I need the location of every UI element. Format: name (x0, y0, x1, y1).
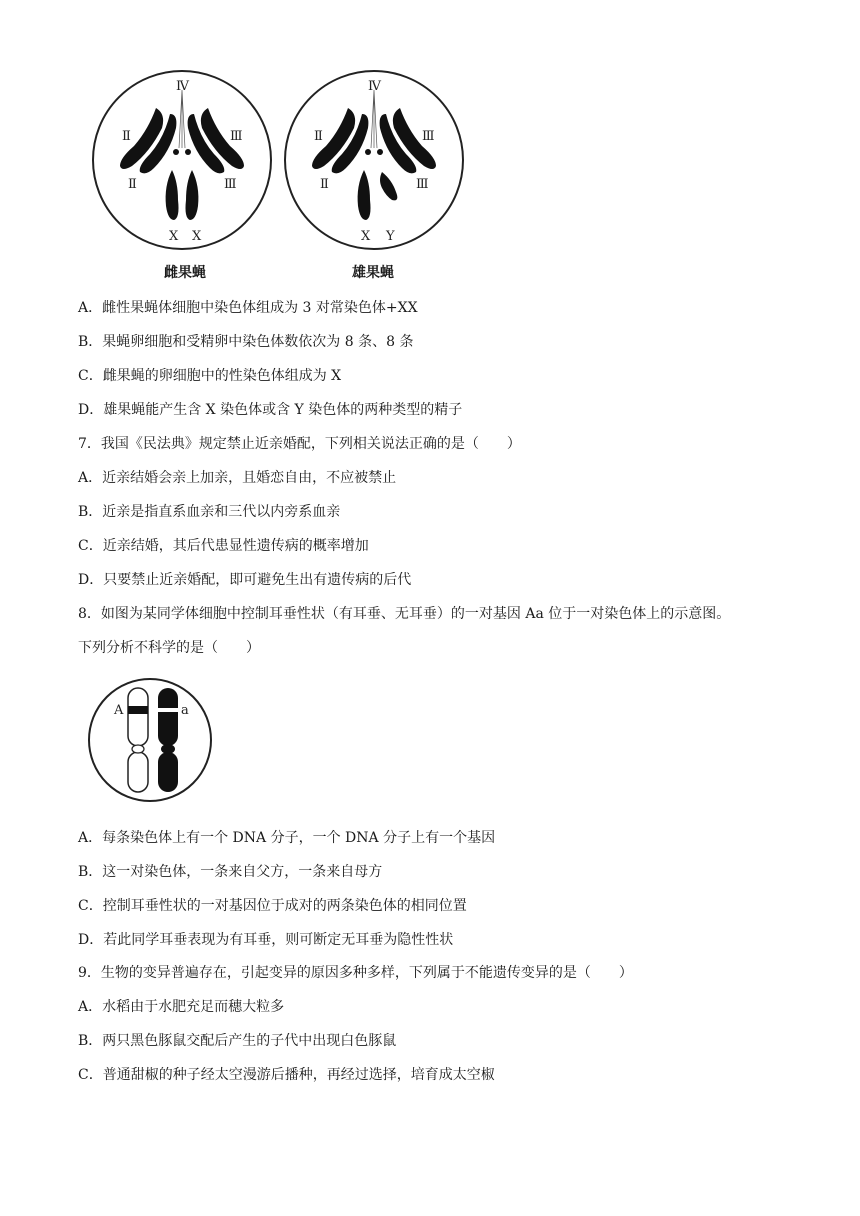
female-label-ii-lower: Ⅱ (128, 177, 137, 192)
male-label-sex-right: Y (386, 229, 395, 244)
q8-stem-line2: 下列分析不科学的是（ ） (78, 640, 260, 656)
q6-option-d: D．雄果蝇能产生含 X 染色体或含 Y 染色体的两种类型的精子 (78, 402, 463, 418)
female-label-ii-upper: Ⅱ (122, 129, 131, 144)
gene-label-a-dominant: A (114, 703, 124, 718)
q6-option-b: B．果蝇卵细胞和受精卵中染色体数依次为 8 条、8 条 (78, 334, 414, 350)
q8-option-c: C．控制耳垂性状的一对基因位于成对的两条染色体的相同位置 (78, 898, 467, 914)
male-label-iv: Ⅳ (368, 79, 381, 94)
gene-pair-chromosome-figure (86, 676, 214, 804)
female-fly-caption: 雌果蝇 (164, 265, 206, 281)
male-label-ii-upper: Ⅱ (314, 129, 323, 144)
male-fly-karyotype-figure (282, 68, 467, 253)
male-fly-caption: 雄果蝇 (352, 265, 394, 281)
q8-stem-line1: 8．如图为某同学体细胞中控制耳垂性状（有耳垂、无耳垂）的一对基因 Aa 位于一对染色体上的示意图。 (78, 606, 731, 622)
female-label-sex-right: X (192, 229, 202, 244)
q7-option-b: B．近亲是指直系血亲和三代以内旁系血亲 (78, 504, 341, 520)
female-label-iii-lower: Ⅲ (224, 177, 237, 192)
q8-option-b: B．这一对染色体，一条来自父方，一条来自母方 (78, 864, 383, 880)
q6-option-a: A．雌性果蝇体细胞中染色体组成为 3 对常染色体+XX (78, 300, 418, 316)
q9-option-a: A．水稻由于水肥充足而穗大粒多 (78, 999, 285, 1015)
female-label-iv: Ⅳ (176, 79, 189, 94)
q8-option-d: D．若此同学耳垂表现为有耳垂，则可断定无耳垂为隐性性状 (78, 932, 454, 948)
q8-option-a: A．每条染色体上有一个 DNA 分子，一个 DNA 分子上有一个基因 (78, 830, 496, 846)
male-label-iii-upper: Ⅲ (422, 129, 435, 144)
q6-option-c: C．雌果蝇的卵细胞中的性染色体组成为 X (78, 368, 342, 384)
q7-option-a: A．近亲结婚会亲上加亲，且婚恋自由，不应被禁止 (78, 470, 397, 486)
q7-option-d: D．只要禁止近亲婚配，即可避免生出有遗传病的后代 (78, 572, 412, 588)
q9-option-b: B．两只黑色豚鼠交配后产生的子代中出现白色豚鼠 (78, 1033, 397, 1049)
q7-option-c: C．近亲结婚，其后代患显性遗传病的概率增加 (78, 538, 369, 554)
q7-stem: 7．我国《民法典》规定禁止近亲婚配，下列相关说法正确的是（ ） (78, 436, 521, 452)
gene-label-a-recessive: a (181, 703, 189, 718)
female-label-iii-upper: Ⅲ (230, 129, 243, 144)
male-label-sex-left: X (361, 229, 371, 244)
female-label-sex-left: X (169, 229, 179, 244)
male-label-ii-lower: Ⅱ (320, 177, 329, 192)
male-label-iii-lower: Ⅲ (416, 177, 429, 192)
female-fly-karyotype-figure (90, 68, 275, 253)
q9-stem: 9．生物的变异普遍存在，引起变异的原因多种多样，下列属于不能遗传变异的是（ ） (78, 965, 633, 981)
q9-option-c: C．普通甜椒的种子经太空漫游后播种，再经过选择，培育成太空椒 (78, 1067, 495, 1083)
